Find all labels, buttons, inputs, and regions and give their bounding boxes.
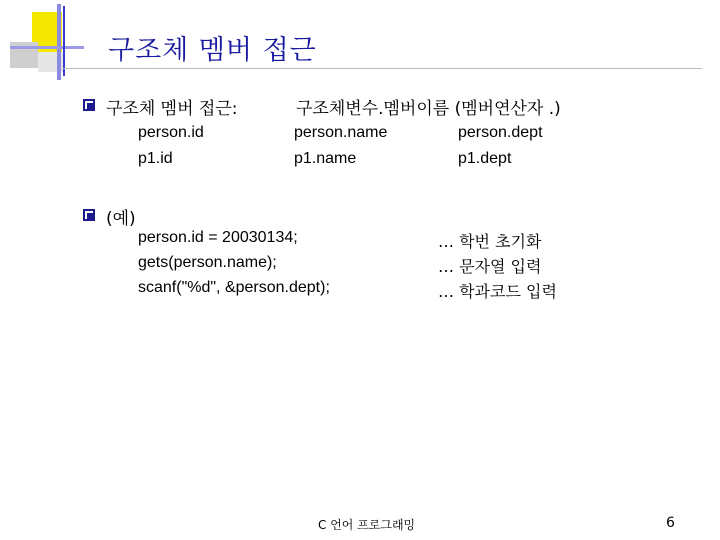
row2-col2: p1.name [294, 150, 357, 167]
code-line-3: scanf("%d", &person.dept); [138, 279, 330, 296]
item2-label: (예) [106, 209, 136, 229]
item1-syntax: 구조체변수.멤버이름 (멤버연산자 .) [296, 99, 561, 119]
item1-label: 구조체 멤버 접근: [106, 99, 238, 119]
comment-1: … 학번 초기화 [438, 232, 542, 251]
row1-col2: person.name [294, 124, 388, 141]
row1-col1: person.id [138, 124, 204, 141]
bullet-icon [82, 208, 96, 222]
bullet-icon [82, 98, 96, 112]
row2-col1: p1.id [138, 150, 173, 167]
footer-text: C 언어 프로그래밍 [318, 518, 416, 532]
row2-col3: p1.dept [458, 150, 512, 167]
comment-2: … 문자열 입력 [438, 257, 542, 276]
slide-title: 구조체 멤버 접근 [108, 35, 317, 66]
comment-3: … 학과코드 입력 [438, 282, 557, 301]
code-line-1: person.id = 20030134; [138, 229, 298, 246]
code-line-2: gets(person.name); [138, 254, 277, 271]
page-number: 6 [666, 515, 675, 531]
row1-col3: person.dept [458, 124, 543, 141]
title-rule [62, 68, 702, 69]
